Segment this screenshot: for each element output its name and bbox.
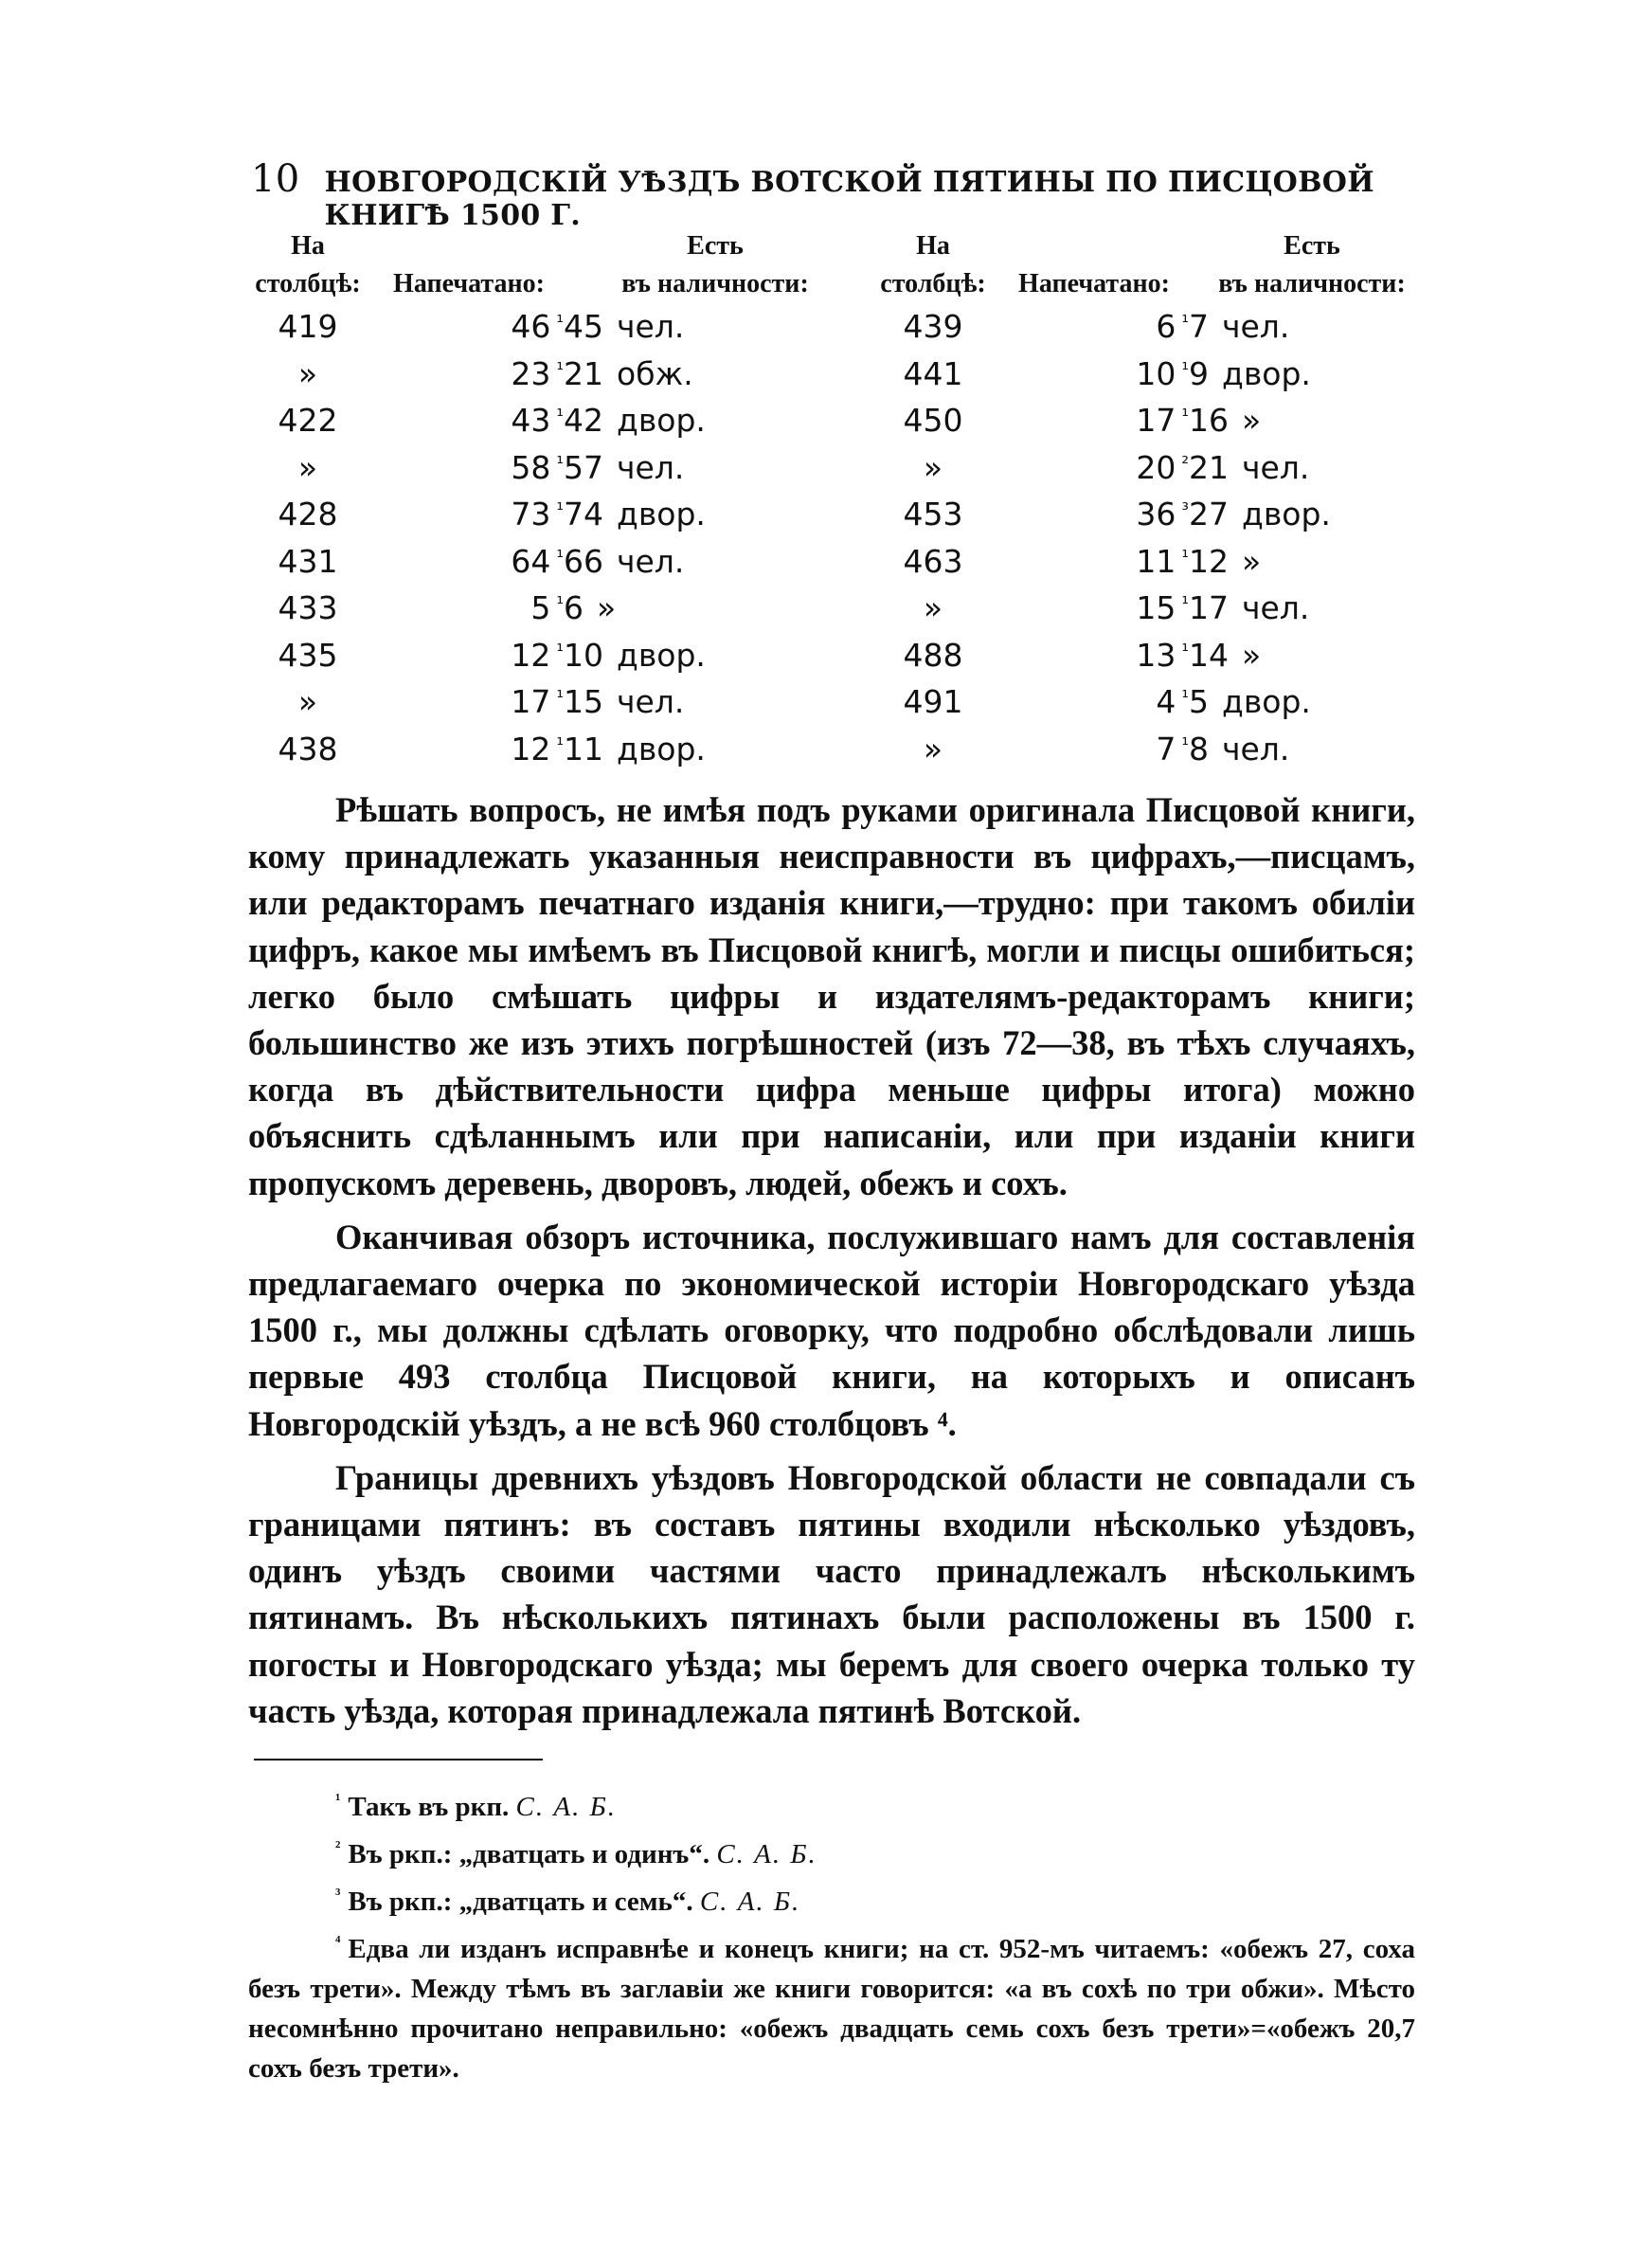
unit: двор.	[617, 730, 706, 767]
printed-value: 20 $^{^2}$	[1136, 448, 1189, 486]
column-number: »	[923, 730, 943, 767]
table-row	[242, 538, 1435, 586]
footnote-mark: ¹	[556, 358, 564, 380]
printed-value: 10 $^{^1}$	[1136, 354, 1189, 392]
actual-value: 74 двор.	[564, 496, 706, 533]
unit: чел.	[617, 542, 685, 580]
column-number: 433	[278, 589, 338, 627]
actual-value: 42 двор.	[564, 402, 706, 440]
table-row	[242, 726, 1435, 773]
main-text	[248, 786, 1415, 1742]
footnote: $^{^2}$ Въ ркп.: „дватцать и одинъ“. С. А. Б.	[335, 1837, 817, 1869]
column-number: 422	[278, 402, 338, 440]
unit: чел.	[1222, 730, 1290, 767]
table-row	[242, 397, 1435, 444]
header-actual: Есть въ наличности:	[1218, 231, 1406, 298]
footnote: $^{^3}$ Въ ркп.: „дватцать и семь“. С. А. Б.	[335, 1885, 801, 1917]
actual-value: 10 двор.	[564, 636, 706, 674]
footnote-mark: ¹	[556, 733, 564, 755]
column-number: »	[297, 354, 318, 392]
footnotes	[248, 1779, 1415, 2088]
printed-value: 12 $^{^1}$	[511, 636, 564, 674]
footnote-mark: ¹	[1181, 312, 1189, 334]
column-number: 435	[278, 636, 338, 674]
actual-value: 11 двор.	[564, 730, 706, 767]
unit: чел.	[1242, 589, 1310, 627]
footnote-mark: ³	[1181, 499, 1189, 521]
unit: обж.	[617, 354, 693, 392]
footnote-mark: ¹	[1181, 640, 1189, 661]
footnote-mark: ¹	[556, 406, 564, 427]
footnote: $^{^1}$ Такъ въ ркп. С. А. Б.	[335, 1790, 617, 1822]
printed-value: 46 $^{^1}$	[511, 308, 564, 346]
column-number: 491	[903, 683, 963, 721]
column-number: 419	[278, 308, 338, 346]
actual-value: 12 »	[1189, 542, 1262, 580]
actual-value: 21 обж.	[564, 354, 693, 392]
unit: двор.	[617, 402, 706, 440]
table-row	[242, 585, 1435, 632]
footnote-mark: ¹	[1181, 406, 1189, 427]
unit: »	[1242, 402, 1262, 440]
printed-value: 15 $^{^1}$	[1136, 589, 1189, 627]
footnote-mark: ¹	[556, 499, 564, 521]
table-header-row	[242, 227, 1435, 303]
actual-value: 8 чел.	[1189, 730, 1290, 767]
unit: чел.	[1222, 308, 1290, 346]
printed-value: 23 $^{^1}$	[511, 354, 564, 392]
footnote-mark: ¹	[556, 312, 564, 334]
unit: »	[1242, 636, 1262, 674]
paragraph: Границы древнихъ уѣздовъ Новгородской области не совпадали съ границами пятинъ: въ составъ пятины входили нѣсколько уѣздовъ, одинъ уѣздъ своими частями часто принадлежалъ нѣсколькимъ пятинамъ. Въ нѣсколькихъ пятинахъ были расположены въ 1500 г. погосты и Новгородскаго уѣзда; мы беремъ для своего очерка только ту часть уѣзда, которая принадлежала пятинѣ Вотской.	[248, 1457, 1415, 1730]
column-number: 431	[278, 542, 338, 580]
unit: чел.	[617, 448, 685, 486]
column-number: 463	[903, 542, 963, 580]
header-column: На столбцѣ:	[255, 231, 361, 298]
actual-value: 17 чел.	[1189, 589, 1310, 627]
footnote-divider	[254, 1759, 543, 1760]
table-row	[242, 303, 1435, 351]
column-number: »	[923, 589, 943, 627]
page-title: НОВГОРОДСКІЙ УѢЗДЪ ВОТСКОЙ ПЯТИНЫ ПО ПИСЦОВОЙ КНИГѢ 1500 Г.	[324, 166, 1374, 232]
actual-value: 7 чел.	[1189, 308, 1290, 346]
unit: двор.	[617, 496, 706, 533]
footnote-mark: ¹	[1181, 546, 1189, 568]
paragraph: Рѣшать вопросъ, не имѣя подъ руками оригинала Писцовой книги, кому принадлежать указанныя неисправности въ цифрахъ,—писцамъ, или редакторамъ печатнаго изданія книги,—трудно: при такомъ обиліи цифръ, какое мы имѣемъ въ Писцовой книгѣ, могли и писцы ошибиться; легко было смѣшать цифры и издателямъ-редакторамъ книги; большинство же изъ этихъ погрѣшностей (изъ 72—38, въ тѣхъ случаяхъ, когда въ дѣйствительности цифра меньше цифры итога) можно объяснить сдѣланнымъ или при написаніи, или при изданіи книги пропускомъ деревень, дворовъ, людей, обежъ и сохъ.	[248, 790, 1415, 1202]
table-row	[242, 678, 1435, 726]
column-number: 453	[903, 496, 963, 533]
column-number: 450	[903, 402, 963, 440]
printed-value: 6 $^{^1}$	[1156, 308, 1189, 346]
column-number: »	[297, 683, 318, 721]
printed-value: 36 $^{^3}$	[1136, 496, 1189, 533]
printed-value: 4 $^{^1}$	[1156, 683, 1189, 721]
footnote-mark: ¹	[556, 546, 564, 568]
header-printed: Напечатано:	[393, 269, 545, 298]
actual-value: 21 чел.	[1189, 448, 1310, 486]
table-row	[242, 444, 1435, 492]
table-row	[242, 632, 1435, 679]
footnote-mark: ¹	[1181, 733, 1189, 755]
header-column: На столбцѣ:	[880, 231, 986, 298]
actual-value: 6 »	[564, 589, 617, 627]
column-number: 428	[278, 496, 338, 533]
printed-value: 12 $^{^1}$	[511, 730, 564, 767]
column-number: 439	[903, 308, 963, 346]
page-number: 10	[251, 157, 300, 201]
unit: чел.	[617, 683, 685, 721]
printed-value: 13 $^{^1}$	[1136, 636, 1189, 674]
printed-value: 7 $^{^1}$	[1156, 730, 1189, 767]
printed-value: 43 $^{^1}$	[511, 402, 564, 440]
table-row	[242, 351, 1435, 398]
footnote-mark: ¹	[556, 640, 564, 661]
footnote: $^{^4}$ Едва ли изданъ исправнѣе и конецъ книги; на ст. 952-мъ читаемъ: «обежъ 27, соха безъ трети». Между тѣмъ въ заглавіи же книги говорится: «а въ сохѣ по три обжи». Мѣсто несомнѣнно прочитано неправильно: «обежъ двадцать семь сохъ безъ трети»=«обежъ 20,7 сохъ безъ трети».	[248, 1932, 1415, 2084]
column-number: 488	[903, 636, 963, 674]
unit: »	[1242, 542, 1262, 580]
actual-value: 15 чел.	[564, 683, 685, 721]
actual-value: 9 двор.	[1189, 354, 1311, 392]
actual-value: 66 чел.	[564, 542, 685, 580]
printed-value: 11 $^{^1}$	[1136, 542, 1189, 580]
header-actual: Есть въ наличности:	[621, 231, 809, 298]
footnote-mark: ¹	[1181, 687, 1189, 709]
unit: двор.	[1222, 354, 1311, 392]
column-number: »	[297, 448, 318, 486]
actual-value: 16 »	[1189, 402, 1262, 440]
footnote-mark: ¹	[556, 687, 564, 709]
printed-value: 5 $^{^1}$	[530, 589, 564, 627]
actual-value: 5 двор.	[1189, 683, 1311, 721]
column-number: 441	[903, 354, 963, 392]
table-row	[242, 491, 1435, 538]
printed-value: 17 $^{^1}$	[1136, 402, 1189, 440]
printed-value: 58 $^{^1}$	[511, 448, 564, 486]
printed-value: 73 $^{^1}$	[511, 496, 564, 533]
printed-value: 64 $^{^1}$	[511, 542, 564, 580]
unit: »	[597, 589, 617, 627]
unit: чел.	[617, 308, 685, 346]
column-number: »	[923, 448, 943, 486]
footnote-mark: ¹	[556, 452, 564, 474]
actual-value: 27 двор.	[1189, 496, 1331, 533]
column-number: 438	[278, 730, 338, 767]
comparison-table	[242, 227, 1435, 772]
footnote-mark: ²	[1181, 452, 1189, 474]
printed-value: 17 $^{^1}$	[511, 683, 564, 721]
unit: двор.	[617, 636, 706, 674]
unit: двор.	[1222, 683, 1311, 721]
unit: чел.	[1242, 448, 1310, 486]
actual-value: 57 чел.	[564, 448, 685, 486]
running-head	[251, 157, 1435, 232]
header-printed: Напечатано:	[1018, 269, 1170, 298]
actual-value: 45 чел.	[564, 308, 685, 346]
unit: двор.	[1242, 496, 1331, 533]
actual-value: 14 »	[1189, 636, 1262, 674]
footnote-mark: ¹	[1181, 593, 1189, 615]
paragraph: Оканчивая обзоръ источника, послужившаго намъ для составленія предлагаемаго очерка по экономической исторіи Новгородскаго уѣзда 1500 г., мы должны сдѣлать оговорку, что подробно обслѣдовали лишь первые 493 столбца Писцовой книги, на которыхъ и описанъ Новгородскій уѣздъ, а не всѣ 960 столбцовъ ⁴.	[248, 1217, 1415, 1443]
footnote-mark: ¹	[1181, 358, 1189, 380]
footnote-mark: ¹	[556, 593, 564, 615]
